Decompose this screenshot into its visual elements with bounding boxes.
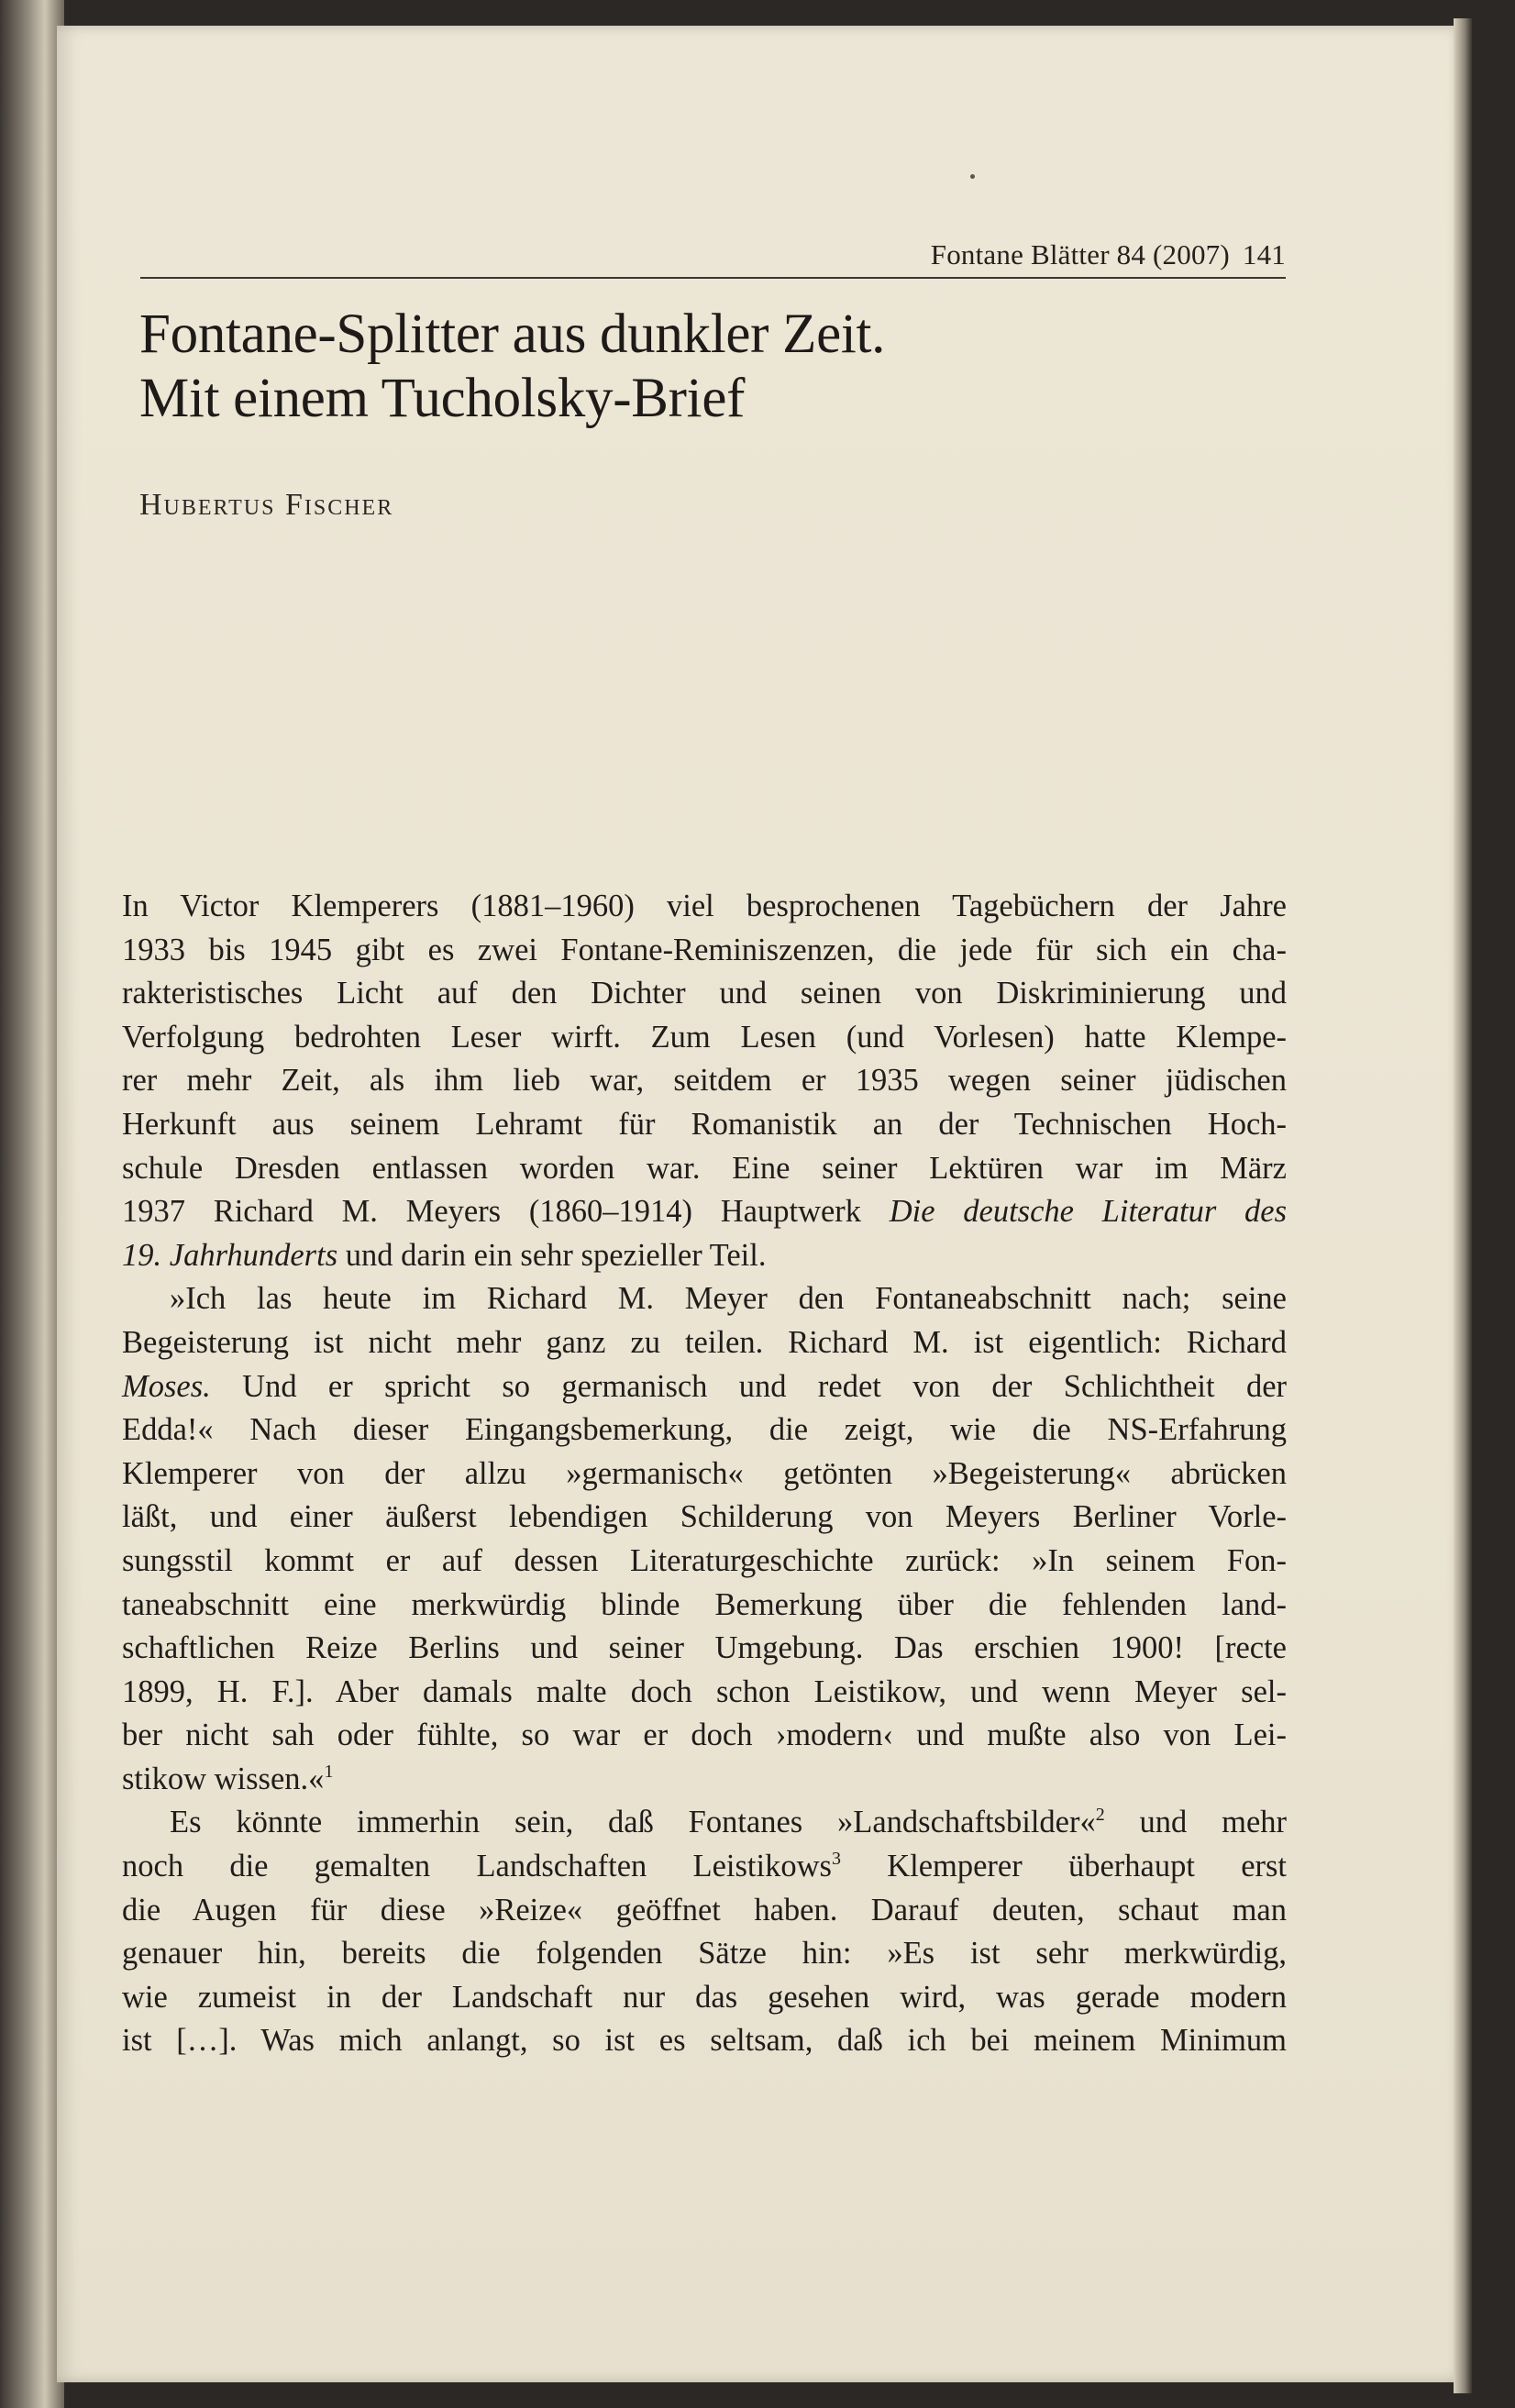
text-line: ber nicht sah oder fühlte, so war er doch ›modern‹ und mußte also von Lei-: [122, 1718, 1287, 1753]
text-line: Verfolgung bedrohten Leser wirft. Zum Lesen (und Vorlesen) hatte Klempe-: [122, 1019, 1287, 1055]
book-gutter: [0, 0, 64, 2408]
book-title-italic: Die deutsche Literatur des: [889, 1194, 1287, 1230]
book-title-italic: 19. Jahrhunderts: [122, 1237, 338, 1273]
running-head: [140, 235, 1286, 279]
paragraph-1: [122, 885, 1287, 1277]
text-line: »Ich las heute im Richard M. Meyer den Fontaneabschnitt nach; seine: [170, 1281, 1287, 1317]
journal-reference: Fontane Blätter 84 (2007): [930, 238, 1230, 271]
text-line: Herkunft aus seinem Lehramt für Romanistik an der Technischen Hoch-: [122, 1106, 1287, 1142]
paragraph-3: [122, 1801, 1287, 2063]
text-line: läßt, und einer äußerst lebendigen Schilderung von Meyers Berliner Vorle-: [122, 1499, 1287, 1535]
text-line: rakteristisches Licht auf den Dichter und seinen von Diskriminierung und: [122, 976, 1287, 1011]
text-line: 1933 bis 1945 gibt es zwei Fontane-Reminiszenzen, die jede für sich ein cha-: [122, 932, 1287, 967]
title-line-1: Fontane-Splitter aus dunkler Zeit.: [139, 304, 886, 365]
author-name: Hubertus Fischer: [139, 488, 394, 522]
page-edge: [1454, 18, 1472, 2393]
text-line: rer mehr Zeit, als ihm lieb war, seitdem er 1935 wegen seiner jüdischen: [122, 1063, 1287, 1099]
footnote-marker[interactable]: 1: [324, 1761, 334, 1782]
text-line: genauer hin, bereits die folgenden Sätze hin: »Es ist sehr merkwürdig,: [122, 1936, 1287, 1972]
page-number: 141: [1242, 238, 1286, 271]
paragraph-2: [122, 1277, 1287, 1801]
text-line: taneabschnitt eine merkwürdig blinde Bemerkung über die fehlenden land-: [122, 1586, 1287, 1622]
title-line-2: Mit einem Tucholsky-Brief: [139, 368, 746, 429]
text-line: In Victor Klemperers (1881–1960) viel besprochenen Tagebüchern der Jahre: [122, 889, 1287, 923]
text-line: Es könnte immerhin sein, daß Fontanes »Landschaftsbilder«$^2$ und mehr: [170, 1805, 1287, 1840]
text-line: schule Dresden entlassen worden war. Eine seiner Lektüren war im März: [122, 1150, 1287, 1186]
name-italic: Moses.: [122, 1368, 211, 1404]
article-title: [139, 303, 1295, 431]
text-line: ist […]. Was mich anlangt, so ist es seltsam, daß ich bei meinem Minimum: [122, 2023, 1287, 2059]
text-line: 1899, H. F.]. Aber damals malte doch schon Leistikow, und wenn Meyer sel-: [122, 1673, 1287, 1709]
text-line: stikow wissen.«$^1$: [122, 1761, 334, 1796]
footnote-marker[interactable]: 2: [1095, 1805, 1105, 1826]
text-line: noch die gemalten Landschaften Leistikows$^3$ Klemperer überhaupt erst: [122, 1849, 1288, 1884]
text-line: Edda!« Nach dieser Eingangsbemerkung, die zeigt, wie die NS-Erfahrung: [122, 1412, 1287, 1448]
text-line: 1937 Richard M. Meyers (1860–1914) Hauptwerk Die deutsche Literatur des: [122, 1194, 1287, 1230]
ink-speck: [970, 174, 975, 179]
text-line: Begeisterung ist nicht mehr ganz zu teilen. Richard M. ist eigentlich: Richard: [122, 1324, 1287, 1360]
text-line: die Augen für diese »Reize« geöffnet haben. Darauf deuten, schaut man: [122, 1892, 1287, 1928]
text-line: 19. Jahrhunderts und darin ein sehr spezieller Teil.: [122, 1237, 767, 1273]
text-line: sungsstil kommt er auf dessen Literaturgeschichte zurück: »In seinem Fon-: [122, 1542, 1287, 1578]
text-line: schaftlichen Reize Berlins und seiner Umgebung. Das erschien 1900! [recte: [122, 1630, 1287, 1666]
text-line: wie zumeist in der Landschaft nur das gesehen wird, was gerade modern: [122, 1979, 1287, 2015]
footnote-marker[interactable]: 3: [831, 1849, 841, 1870]
article-body: [122, 885, 1287, 2063]
text-line: Moses. Und er spricht so germanisch und redet von der Schlichtheit der: [122, 1368, 1287, 1404]
text-line: Klemperer von der allzu »germanisch« getönten »Begeisterung« abrücken: [122, 1455, 1287, 1491]
